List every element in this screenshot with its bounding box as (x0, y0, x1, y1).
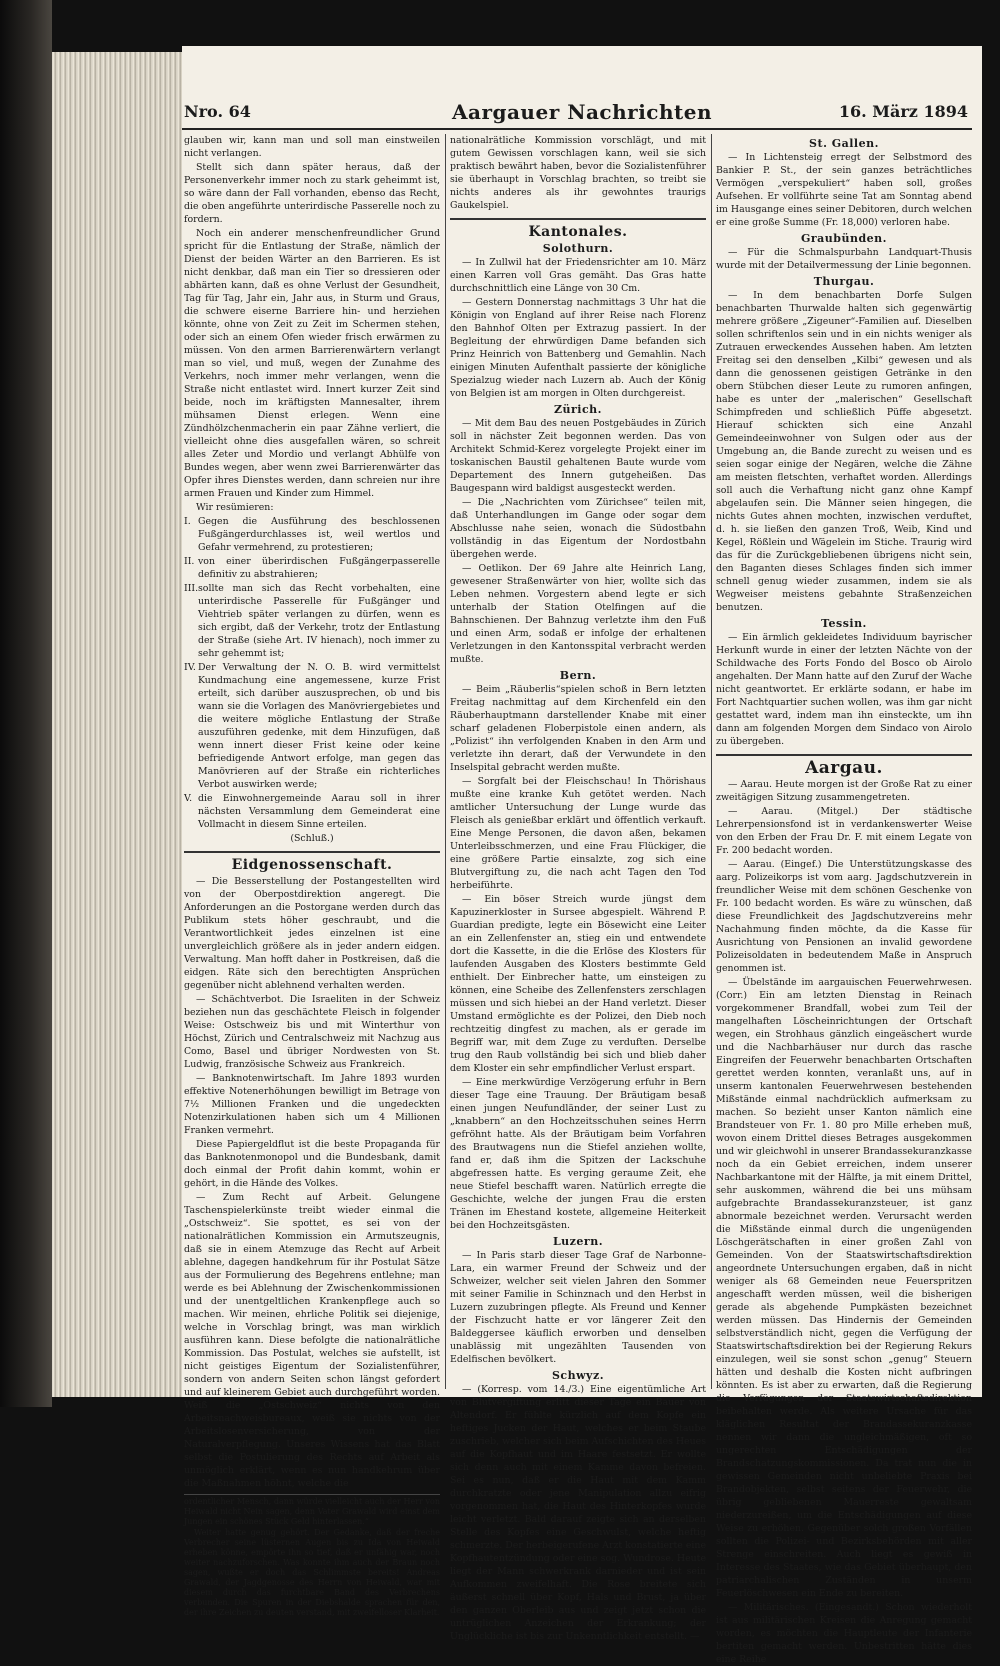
article-paragraph: — Aarau. (Mitgel.) Der städtische Lehrerpensionsfond ist in verdankenswerter Weise von den Erben der Frau Dr. F. mit einem Legate von Fr. 200 bedacht worden. (716, 806, 972, 856)
article-paragraph: — Militärisches. (Eingesandt.) Schon wiederholt ist aus militärischen Kreisen die Anregung gemacht worden, es möchten die Hauptleute der Infanterie bertiten gemacht werden. Unbestritten hätte dies eine Reihe (716, 1602, 972, 1665)
resolution-list (184, 515, 440, 831)
canton-heading: Zürich. (553, 403, 603, 416)
article-paragraph: — Ein ärmlich gekleidetes Individuum bayrischer Herkunft wurde in einer der letzten Nächte von der Schildwache des Forts Fondo del Bosco ob Airolo angehalten. Der Mann hatte auf den Zuruf der Wache nicht geantwortet. Er erklärte sodann, er habe im Fort Nachtquartier suchen wollen, was ihm gar nicht gestattet ward, indem man ihn einsteckte, um ihn dann am folgenden Morgen dem Sindaco von Airolo zu übergeben. (716, 632, 972, 747)
article-paragraph: Stellt sich dann später heraus, daß der Personenverkehr immer noch zu stark geheimmt ist, so wäre dann der Fall vorhanden, ebenso das Recht, die oben angeführte unterirdische Passerelle noch zu fordern. (184, 162, 440, 225)
article-paragraph: — Eine merkwürdige Verzögerung erfuhr in Bern dieser Tage eine Trauung. Der Bräutigam besaß einen jungen Neufundländer, der seiner Lust zu „knabbern“ an den Hochzeitsschuhen seines Herrn gefröhnt hatte. Als der Bräutigam beim Vorfahren des Brautwagens nun die Stiefel anziehen wollte, fand er, daß ihm die Spitzen der Lackschuhe abgefressen hatte. Es verging geraume Zeit, ehe neue Stiefel beschafft waren. Natürlich erregte die Geschichte, welche der jungen Frau die ersten Tränen im Ehestand kostete, allgemeine Heiterkeit bei den Hochzeitsgästen. (450, 1077, 706, 1231)
section-heading: Kantonales. (528, 224, 628, 240)
feuilleton-paragraph: Weiter hatte genug gehört. Der Gedanke, daß der freche Verbrecher seine lüsternen Augen bis zu Ida von Heiwald erheben könne, empörte ihn so tief, daß er unfähig war, noch weiter nachzuforschen. Was konnte ihm auch der Braun noch sagen, wußte er doch das Schlimmste bereits! Andreas Grawald, der Jagdgenosse des Herrn von Heiwald, war mit diesem durch das furchtbare Band des Verbrechens verbunden. Die Spuren in der Diebshalde sprachen für den, der ihre Zeichen zu deuten verstand, mit zweifelloser Klarheit. (184, 1528, 440, 1617)
article-paragraph: — In dem benachbarten Dorfe Sulgen benachbarten Thurwalde halten sich gegenwärtig mehrere größere „Zigeuner“-Familien auf. Dieselben sollen schriftenlos sein und in ein nichts weniger als Zutrauen erweckendes Aussehen haben. Am letzten Freitag sei den denselben „Kilbi“ gewesen und als dann die genossenen geistigen Getränke in den obern Stübchen dieser Leute zu rumoren anfingen, habe es unter der „malerischen“ Gesellschaft Schimpfreden und schließlich Püffe abgesetzt. Hierauf schickten sich eine Anzahl Gemeindeeinwohner von Sulgen oder aus der Umgebung an, die Bande zurecht zu weisen und es seien sogar einige der Negären, welche die Zähne am meisten fletschten, verhaftet worden. Allerdings soll auch die Verhaftung nicht ganz ohne Kampf abgelaufen sein. Die Männer seien hingegen, die nichts Gutes ahnen mochten, inzwischen verduftet, d. h. sie ließen den ganzen Troß, Weib, Kind und Kegel, Rößlein und Wägelein im Stiche. Traurig wird das für die Zurückgebliebenen übrigens nicht sein, den Baganten dieses Schlages finden sich immer schnell genug wieder zusammen, indem sie als Wegweiser meistens gebahnte Straßenzeichen benutzen. (716, 290, 972, 613)
canton-heading: Graubünden. (800, 232, 888, 245)
article-paragraph: — Banknotenwirtschaft. Im Jahre 1893 wurden effektive Notenerhöhungen bewilligt im Betrage von 7½ Millionen Franken und die ungedeckten Notenzirkulationen haben sich um 4 Millionen Franken vermehrt. (184, 1073, 440, 1136)
feuilleton-paragraph: ordentlicher Mensch, dann würde vielleicht auch der Herr von Heiwald nicht Nein sagen, denn Vater Grawald wird einst dem Jungen ein schönes Stück Geld hinterlassen.“ (184, 1497, 440, 1526)
section-rule (184, 851, 440, 853)
section-rule (716, 754, 972, 756)
article-paragraph: — Übelstände im aargauischen Feuerwehrwesen. (Corr.) Ein am letzten Dienstag in Reinach vorgekommener Brandfall, wobei zum Teil der mangelhaften Löscheinrichtungen der Ortschaft wegen, ein Strohhaus gänzlich eingeäschert wurde und die Nachbarhäuser nur durch das rasche Eingreifen der Feuerwehr benachbarten Ortschaften gerettet werden konnten, veranlaßt uns, auf in unserm kantonalen Feuerwehrwesen bestehenden Mißstände einmal nachdrücklich aufmerksam zu machen. So bezieht unser Kanton nämlich eine Brandsteuer von Fr. 1. 80 pro Mille erheben muß, wovon einem Drittel dieses Betrages ausgekommen und wir gleichwohl in unserer Brandassekuranzkasse noch da ein Gebiet erreichen, indem unserer Nachbarkantone mit der Hälfte, ja mit einem Drittel, sehr auskommen, während die bei uns mühsam aufgebrachte Brandassekuranzsteuer, ist ganz abnormale bezeichnet werden. Verursacht werden die Mißstände einmal durch die ungenügenden Löschgerätschaften in einer großen Zahl von Gemeinden. Von der Staatswirtschaftsdirektion angeordnete Untersuchungen ergaben, daß in nicht weniger als 68 Gemeinden neue Feuerspritzen angeschafft werden müssen, weil die bisherigen gerade als abgehende Pumpkästen bezeichnet werden müssen. Das Hindernis der Gemeinden selbstverständlich nicht, gegen die Verfügung der Staatswirtschaftsdirektion bei der Regierung Rekurs einzulegen, weil sie sonst schon „genug“ Steuern hätten und deshalb die Kosten nicht aufbringen könnten. Es ist aber zu erwarten, daß die Regierung die Verfügungen der Staatswirtschaftsdirektion beibehalten werde. Als weitere Ursache für das kläglichen Resultat der Brandassekuranzkasse nennen wir dann die ungleichmäßigen, oft so ungerechten Entschädigungen der Brandschatzungskommissionen. Da trat nun die in gewissen Gemeinden nicht unbeliebte Praxis bei Brandobjekten, selbst seitens der Feuerwehr, die übrig gebliebenen Mauerreste gewaltsam niederzureißen, um die Entschädigungen auf diese Weise zu erhöhen. Gegenüber solch großen Vorfällen sollten die Polizei- und Bezirksbehörden mit aller Strenge einschreiten. Auch liegt es gewiß in Interesse des Staates, wie das Gebiet überhaupt, den patriarchalischen Zuständen in unserm Feuerlöschwesen ein Ende zu bereiten. (716, 977, 972, 1599)
canton-heading: Tessin. (821, 617, 867, 630)
article-paragraph: — Für die Schmalspurbahn Landquart-Thusis wurde mit der Detailvermessung der Linie begonnen. (716, 247, 972, 271)
feuilleton (184, 1494, 440, 1618)
column-divider (711, 134, 712, 1389)
page-header (182, 98, 982, 126)
article-paragraph: glauben wir, kann man und soll man einstweilen nicht verlangen. (184, 135, 440, 159)
page-edges (52, 52, 182, 1397)
column-2 (450, 134, 706, 1642)
canton-heading: St. Gallen. (809, 137, 879, 150)
article-paragraph: — Ein böser Streich wurde jüngst dem Kapuzinerkloster in Sursee abgespielt. Während P. Guardian predigte, legte ein Bösewicht eine Leiter an ein Zellenfenster an, stieg ein und entwendete dort die Kassette, in die die Erlöse des Klosters für laufenden Ausgaben des Klosters bestimmte Geld enthielt. Der Einbrecher hatte, um einsteigen zu können, eine Scheibe des Zellenfensters zerschlagen müssen und sich hiebei an der Hand verletzt. Dieser Umstand ermöglichte es der Polizei, den Dieb noch rechtzeitig dingfest zu machen, als er gerade im Begriff war, mit dem Zuge zu verduften. Derselbe trug den Raub vollständig bei sich und blieb daher dem Kloster ein sehr empfindlicher Verlust erspart. (450, 894, 706, 1074)
article-paragraph: — Mit dem Bau des neuen Postgebäudes in Zürich soll in nächster Zeit begonnen werden. Das von Architekt Schmid-Kerez vorgelegte Projekt einer im toskanischen Baustil gehaltenen Baute wurde vom Departement des Innern gutgeheißen. Das Baugespann wird baldigst ausgesteckt werden. (450, 418, 706, 494)
canton-heading: Bern. (559, 669, 597, 682)
book-spine (0, 0, 52, 1407)
header-rule (182, 128, 972, 130)
canton-heading: Luzern. (552, 1235, 604, 1248)
article-paragraph: — Die „Nachrichten vom Zürichsee“ teilen mit, daß Unterhandlungen im Gange oder sogar dem Abschlusse nahe seien, wonach die Südostbahn vollständig in das Eigentum der Nordostbahn übergehen werde. (450, 497, 706, 560)
article-paragraph: Wir resümieren: (196, 502, 274, 513)
list-item: I. Gegen die Ausführung des beschlossenen Fußgängerdurchlasses ist, weil wertlos und Gefahr vermehrend, zu protestieren; (184, 516, 440, 553)
article-paragraph: — Schächtverbot. Die Israeliten in der Schweiz beziehen nun das geschächtete Fleisch in folgender Weise: Ostschweiz bis und mit Winterthur von Höchst, Zürich und Centralschweiz mit Nachzug aus Como, Basel und übriger Nordwesten von St. Ludwig, französische Schweiz aus Frankreich. (184, 994, 440, 1070)
article-paragraph: — Sorgfalt bei der Fleischschau! In Thörishaus mußte eine kranke Kuh getötet werden. Nach amtlicher Untersuchung der Lunge wurde das Fleisch als genießbar erklärt und öffentlich verkauft. Eine Menge Personen, die davon aßen, bekamen Unterleibsschmerzen, und eine Frau Flückiger, die eine größere Partie einsalzte, zog sich eine Blutvergiftung zu, die nach acht Tagen den Tod herbeiführte. (450, 776, 706, 891)
issue-date: 16. März 1894 (838, 102, 968, 121)
article-paragraph: — Beim „Räuberlis“spielen schoß in Bern letzten Freitag nachmittag auf dem Kirchenfeld ein den Räuberhauptmann darstellender Knabe mit einer scharf geladenen Floberpistole einen andern, als „Polizist“ ihn verfolgenden Knaben in den Arm und verletzte ihn derart, daß der Verwundete in den Inselspital gebracht werden mußte. (450, 684, 706, 773)
article-paragraph: Noch ein anderer menschenfreundlicher Grund spricht für die Entlastung der Straße, nämlich der Dienst der beiden Wärter an den Barrieren. Es ist nicht denkbar, daß man ein Tier so dressieren oder abhärten kann, daß es ohne Verlust der Gesundheit, Tag für Tag, Jahr ein, Jahr aus, in Sturm und Graus, die schwere eiserne Barriere hin- und herziehen könnte, ohne von Zeit zu Zeit im Schermen stehen, oder sich an einem Ofen wieder frisch erwärmen zu müssen. Von den armen Barrierenwärtern verlangt man so viel, und muß, wegen der Zunahme des Verkehrs, noch immer mehr verlangen, wenn die Straße nicht entlastet wird. Innert kurzer Zeit sind beide, noch im kräftigsten Mannesalter, ihrem mühsamen Dienst erlegen. Wenn eine Zündhölzchenmacherin ein paar Zähne verliert, die vielleicht ohne dies ausgefallen wären, so schreit alles Zeter und Mordio und verlangt Abhülfe von Bundes wegen, aber wenn zwei Barrierenwärter das Opfer ihres Dienstes werden, dann schreien nur ihre armen Frauen und Kinder zum Himmel. (184, 228, 440, 499)
list-item: II. von einer überirdischen Fußgängerpasserelle definitiv zu abstrahieren; (184, 556, 440, 580)
section-heading: Aargau. (805, 758, 883, 778)
section-heading: Eidgenossenschaft. (231, 857, 393, 873)
article-paragraph: — Gestern Donnerstag nachmittags 3 Uhr hat die Königin von England auf ihrer Reise nach Florenz den Bahnhof Olten per Extrazug passiert. In der Begleitung der ehrwürdigen Dame befanden sich Prinz Heinrich von Battenberg und Gemahlin. Nach einigen Minuten Aufenthalt passierte der königliche Spezialzug wieder nach Luzern ab. Auch der König von Belgien ist am morgen in Olten durchgereist. (450, 297, 706, 399)
article-paragraph: — In Lichtensteig erregt der Selbstmord des Bankier P. St., der sein ganzes beträchtliches Vermögen „verspekuliert“ haben soll, großes Aufsehen. Er vollführte seine Tat am Sonntag abend im Hausgange eines seiner Debitoren, durch welchen er eine große Summe (Fr. 18,000) verloren habe. (716, 152, 972, 228)
article-paragraph: nationalrätliche Kommission vorschlägt, und mit gutem Gewissen vorschlagen kann, weil sie sich praktisch bewährt haben, bevor die Sozialistenführer sie überhaupt in Vorschlag brachten, so treibt sie nichts anderes als ihr gewohntes traurigs Gaukelspiel. (450, 135, 706, 211)
article-end: (Schluß.) (290, 833, 334, 844)
article-paragraph: — Aarau. Heute morgen ist der Große Rat zu einer zweitägigen Sitzung zusammengetreten. (716, 779, 972, 803)
article-paragraph: — Oetlikon. Der 69 Jahre alte Heinrich Lang, gewesener Straßenwärter von hier, wollte sich das Leben nehmen. Vorgestern abend legte er sich unterhalb der Station Otelfingen auf die Bahnschienen. Der Bahnzug verletzte ihm den Fuß und einen Arm, sodaß er infolge der erhaltenen Verletzungen in den Kantonsspital verbracht werden mußte. (450, 563, 706, 665)
column-3 (716, 134, 972, 1665)
article-paragraph: — (Korresp. vom 14./3.) Eine eigentümliche Art von Blutvergiftung erlitt dieser Tage ein Bauer von Altendorf. Er fühlte kürzlich auf dem Kopfe ein heftiges Jucken der Haut, welches er beim Staube zuschrieb, welcher sich beim Aufschichten des Heues auf die Kopfhaut und im Haare festsetzt. Er wollte sich denn auch mit einem Kamme davon befreien. Sei es nun, daß er die Haut mit dem Kamm durchkratzte oder jene Manipulation allzu eifrig vorgenommen hat, die Haut des Hinterkopfes wurde leicht verletzt. Bald darauf zeigte sich an derselben Stelle des Kopfes eine Geschwulst, welche heftig schmerzte. Der herbeigerufene Arzt konstatierte eine Kopfhautentzündung oder eine sog. Wundrose. Heute liegt der Mann schwerkrank darnieder und ist sein Aufkommen zweifelhaft. Die Rose breitete sich äußerst schnell über Kopf, Hals und Brust, ja über den ganzen Oberleib aus und zeigt jetzt schon die untrüglichen Anzeichen der Erkrankung; der Unglückliche ist bis zur Unkenntlichkeit entstellt. — (450, 1384, 706, 1642)
article-paragraph: — In Zullwil hat der Friedensrichter am 10. März einen Karren voll Gras gemäht. Das Gras hatte durchschnittlich eine Länge von 30 Cm. (450, 257, 706, 294)
issue-number: Nro. 64 (184, 102, 251, 121)
article-paragraph: — In Paris starb dieser Tage Graf de Narbonne-Lara, ein warmer Freund der Schweiz und der Schweizer, welcher seit vielen Jahren den Sommer mit seiner Familie in Schinznach und den Herbst in Luzern zuzubringen pflegte. Als Freund und Kenner der Fischzucht hatte er vor längerer Zeit den Baldeggersee käuflich erworben und denselben unablässig mit ungezählten Tausenden von Edelfischen bevölkert. (450, 1250, 706, 1365)
canton-heading: Schwyz. (551, 1369, 605, 1382)
column-1 (184, 134, 440, 1617)
newspaper-title: Aargauer Nachrichten (451, 100, 713, 124)
section-rule (450, 218, 706, 220)
column-divider (445, 134, 446, 1389)
canton-heading: Solothurn. (542, 242, 614, 255)
list-item: IV. Der Verwaltung der N. O. B. wird vermittelst Kundmachung eine angemessene, kurze Frist erteilt, sich darüber auszusprechen, ob und bis wann sie die Vorlagen des Manövriergebietes und die weitere mögliche Entlastung der Straße auszuführen gedenke, mit dem Hinzufügen, daß wenn innert dieser Frist keine oder keine befriedigende Antwort erfolge, man gegen das Manövrieren auf der Straße ein richterliches Verbot auswirken werde; (184, 662, 440, 790)
newspaper-page (182, 46, 982, 1665)
article-paragraph: — Die Besserstellung der Postangestellten wird von der Oberpostdirektion angeregt. Die Anforderungen an die Postorgane werden durch das Publikum stets höher geschraubt, und die Verantwortlichkeit jedes einzelnen ist eine unvergleichlich größere als in jeder andern eidgen. Verwaltung. Man hofft daher in Postkreisen, daß die eidgen. Räte sich den berechtigten Ansprüchen gegenüber nicht ablehnend verhalten werden. (184, 876, 440, 991)
list-item: III. sollte man sich das Recht vorbehalten, eine unterirdische Passerelle für Fußgänger und Viehtrieb später verlangen zu dürfen, wenn es sich ergibt, daß der Verkehr, trotz der Entlastung der Straße (siehe Art. IV hienach), noch immer zu sehr gehemmt ist; (184, 583, 440, 659)
article-paragraph: — Zum Recht auf Arbeit. Gelungene Taschenspielerkünste treibt wieder einmal die „Ostschweiz“. Sie spottet, es sei von der nationalrätlichen Kommission ein Armutszeugnis, daß sie in einem Atemzuge das Recht auf Arbeit ablehne, dagegen handkehrum für ihr Postulat Sätze aus der Formulierung des Begehrens entlehne; man werde es bei Ablehnung der Zwischenkommissionen und der unentgeltlichen Krankenpflege auch so machen. Wir meinen, ehrliche Politik sei diejenige, welche in Vorschlag bringt, was man wirklich ausführen kann. Diese befolgte die nationalrätliche Kommission. Das Postulat, welches sie aufstellt, ist nicht geistiges Eigentum der Sozialistenführer, sondern von andern Seiten schon längst gefordert und auf kleinerem Gebiet auch durchgeführt worden. Weiß die „Ostschweiz“ nichts von den Arbeitsnachweisbureaux, weiß sie nichts von der Arbeitslosenversicherung, von der Naturalverpflegung. Unseres Wissens hat das Blatt selbst die Postulierung des Rechts auf Arbeit als unmöglich erklärt, wenn es nun handkehrum über die Maßnahmen höhnt, welche die (184, 1192, 440, 1489)
canton-heading: Thurgau. (813, 275, 875, 288)
article-paragraph: Diese Papiergeldflut ist die beste Propaganda für das Banknotenmonopol und die Bundesbank, damit doch einmal der Profit dahin kommt, wohin er gehört, in die Hände des Volkes. (184, 1139, 440, 1189)
article-paragraph: — Aarau. (Eingef.) Die Unterstützungskasse des aarg. Polizeikorps ist vom aarg. Jagdschutzverein in freundlicher Weise mit dem schönen Geschenke von Fr. 100 bedacht worden. Es wäre zu wünschen, daß diese Freundlichkeit des Jagdschutzvereins mehr Nachahmung finden möchte, da die Kasse für Ausrichtung von Pensionen an invalid gewordene Polizeisoldaten in bedeutendem Maße in Anspruch genommen ist. (716, 859, 972, 974)
list-item: V. die Einwohnergemeinde Aarau soll in ihrer nächsten Versammlung dem Gemeinderat eine Vollmacht in diesem Sinne erteilen. (184, 793, 440, 830)
